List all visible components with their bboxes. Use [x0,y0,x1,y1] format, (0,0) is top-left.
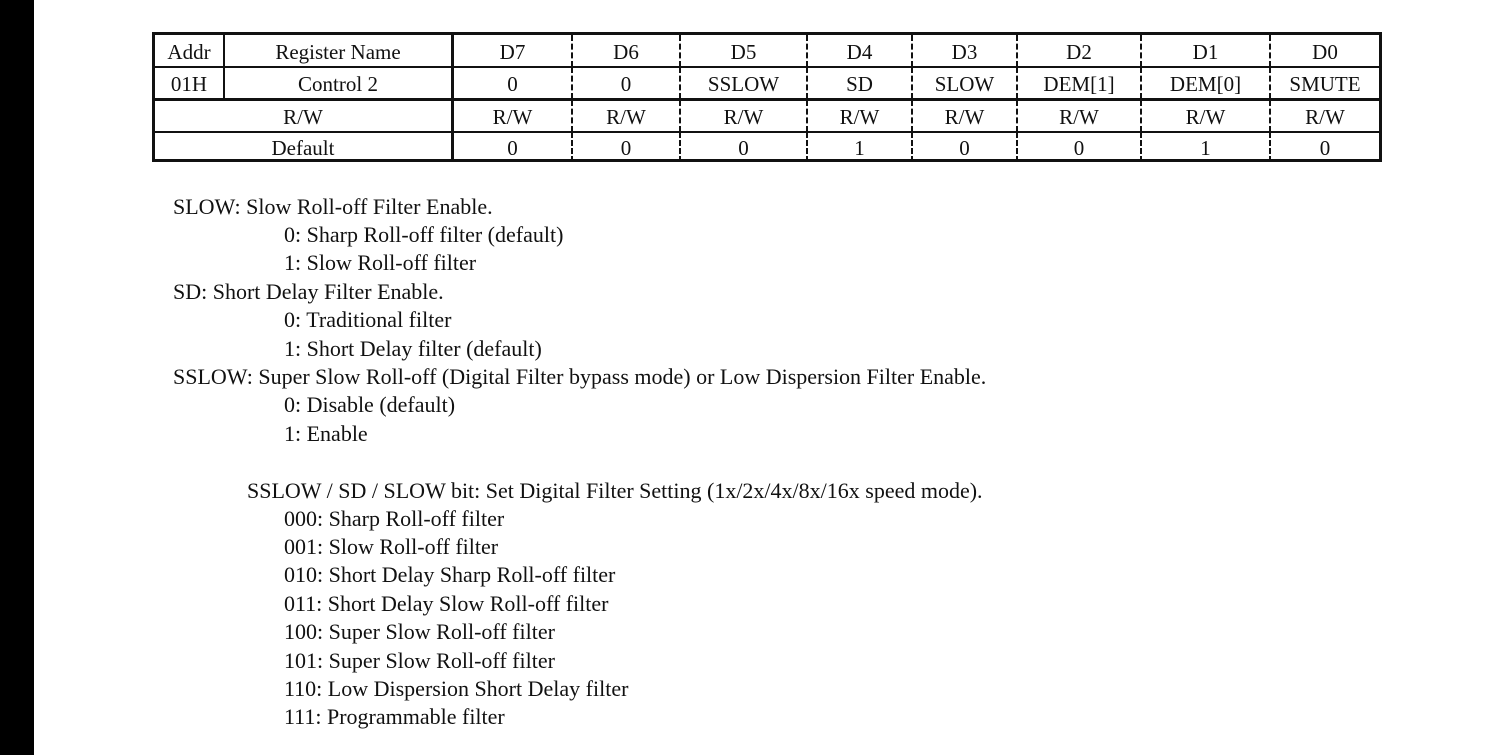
rw-bit-d5: R/W [679,100,806,132]
header-bit-d3: D3 [911,35,1016,67]
filter-setting-option: 001: Slow Roll-off filter [284,534,499,559]
table-row-register [155,67,1379,99]
header-bit-d2: D2 [1016,35,1140,67]
slow-option: 1: Slow Roll-off filter [284,250,477,275]
rw-bit-d2: R/W [1016,100,1140,132]
filter-setting-option: 000: Sharp Roll-off filter [284,506,505,531]
register-bit-d3: SLOW [911,67,1016,99]
default-bit-d2: 0 [1016,132,1140,162]
table-row-rw [155,100,1379,132]
register-bit-d6: 0 [571,67,679,99]
default-bit-d4: 1 [806,132,911,162]
register-name: Control 2 [223,67,451,99]
filter-setting-option: 010: Short Delay Sharp Roll-off filter [284,562,616,587]
table-header-row [155,35,1379,67]
register-bit-d2: DEM[1] [1016,67,1140,99]
header-bit-d7: D7 [451,35,571,67]
table-row-default [155,132,1379,162]
sslow-option: 1: Enable [284,421,368,446]
filter-setting-option: 111: Programmable filter [284,704,505,729]
sslow-option: 0: Disable (default) [284,392,456,417]
register-bit-d5: SSLOW [679,67,806,99]
document-page [34,0,1507,755]
filter-setting-option: 101: Super Slow Roll-off filter [284,648,555,673]
default-bit-d6: 0 [571,132,679,162]
rw-bit-d0: R/W [1269,100,1379,132]
sd-description-title: SD: Short Delay Filter Enable. [173,279,444,304]
sd-option: 0: Traditional filter [284,307,452,332]
register-table [152,32,1382,162]
rw-label: R/W [283,105,323,129]
default-bit-d0: 0 [1269,132,1379,162]
slow-option: 0: Sharp Roll-off filter (default) [284,222,564,247]
header-addr: Addr [167,40,211,64]
register-bit-d7: 0 [451,67,571,99]
default-bit-d3: 0 [911,132,1016,162]
header-bit-d4: D4 [806,35,911,67]
header-bit-d6: D6 [571,35,679,67]
header-bit-d5: D5 [679,35,806,67]
slow-description-title: SLOW: Slow Roll-off Filter Enable. [173,194,493,219]
sd-option: 1: Short Delay filter (default) [284,336,542,361]
register-bit-d0: SMUTE [1269,67,1379,99]
sslow-description-title: SSLOW: Super Slow Roll-off (Digital Filter bypass mode) or Low Dispersion Filter Enable. [173,364,987,389]
register-addr: 01H [170,72,208,96]
header-register-name: Register Name [223,35,451,67]
default-bit-d1: 1 [1140,132,1269,162]
filter-setting-option: 110: Low Dispersion Short Delay filter [284,676,629,701]
header-bit-d0: D0 [1269,35,1379,67]
filter-setting-title: SSLOW / SD / SLOW bit: Set Digital Filter Setting (1x/2x/4x/8x/16x speed mode). [247,478,983,503]
default-bit-d5: 0 [679,132,806,162]
rw-bit-d6: R/W [571,100,679,132]
rw-bit-d4: R/W [806,100,911,132]
rw-bit-d7: R/W [451,100,571,132]
default-bit-d7: 0 [451,132,571,162]
register-bit-d4: SD [806,67,911,99]
rw-bit-d3: R/W [911,100,1016,132]
default-label: Default [271,136,335,160]
header-bit-d1: D1 [1140,35,1269,67]
rw-bit-d1: R/W [1140,100,1269,132]
register-bit-d1: DEM[0] [1140,67,1269,99]
filter-setting-option: 011: Short Delay Slow Roll-off filter [284,591,609,616]
filter-setting-option: 100: Super Slow Roll-off filter [284,619,555,644]
